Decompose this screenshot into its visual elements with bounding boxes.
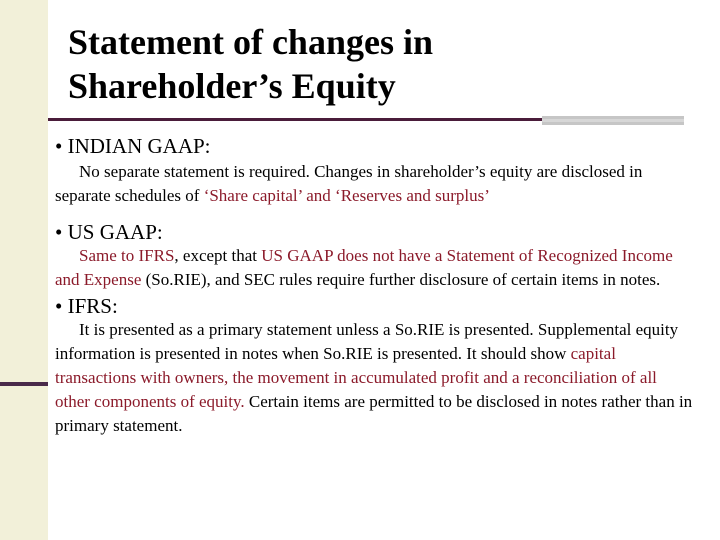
section-body — [55, 244, 695, 292]
section-indian-gaap — [55, 134, 695, 208]
title-divider-dark — [48, 118, 542, 121]
body-text-highlight: capital transactions with owners, the movement in accumulated profit and a reconciliation of all other components of equity. — [55, 344, 657, 411]
left-accent-bar — [0, 382, 48, 386]
body-text-highlight: US GAAP does not have a Statement of Recognized Income and Expense — [55, 246, 673, 289]
body-text: It is presented as a primary statement unless a So.RIE is presented. Supplemental equity information is presented in notes when So.RIE is presented. It should show — [55, 320, 679, 363]
section-heading: • INDIAN GAAP: — [55, 134, 211, 158]
body-text-highlight: ‘Share capital’ and ‘Reserves and surplus’ — [203, 186, 490, 205]
body-text: , except that — [174, 246, 262, 265]
slide-content — [55, 134, 695, 438]
title-line-1: Statement of changes in — [68, 22, 433, 62]
body-text: (So.RIE), and SEC rules require further disclosure of certain items in notes. — [141, 270, 661, 289]
title-divider-light-inner — [542, 119, 684, 122]
section-body — [55, 318, 695, 438]
section-body — [55, 160, 695, 208]
section-heading: • IFRS: — [55, 294, 118, 318]
title-line-2: Shareholder’s Equity — [68, 66, 396, 106]
body-text-highlight: Same to IFRS — [79, 246, 175, 265]
left-decorative-band — [0, 0, 48, 540]
section-us-gaap — [55, 220, 695, 292]
section-ifrs — [55, 294, 695, 438]
slide-title — [68, 20, 688, 108]
section-heading: • US GAAP: — [55, 220, 163, 244]
body-text: No separate statement is required. Changes in shareholder’s equity are disclosed in separate schedules of — [55, 162, 643, 205]
body-text: Certain items are permitted to be disclosed in notes rather than in primary statement. — [55, 392, 693, 435]
